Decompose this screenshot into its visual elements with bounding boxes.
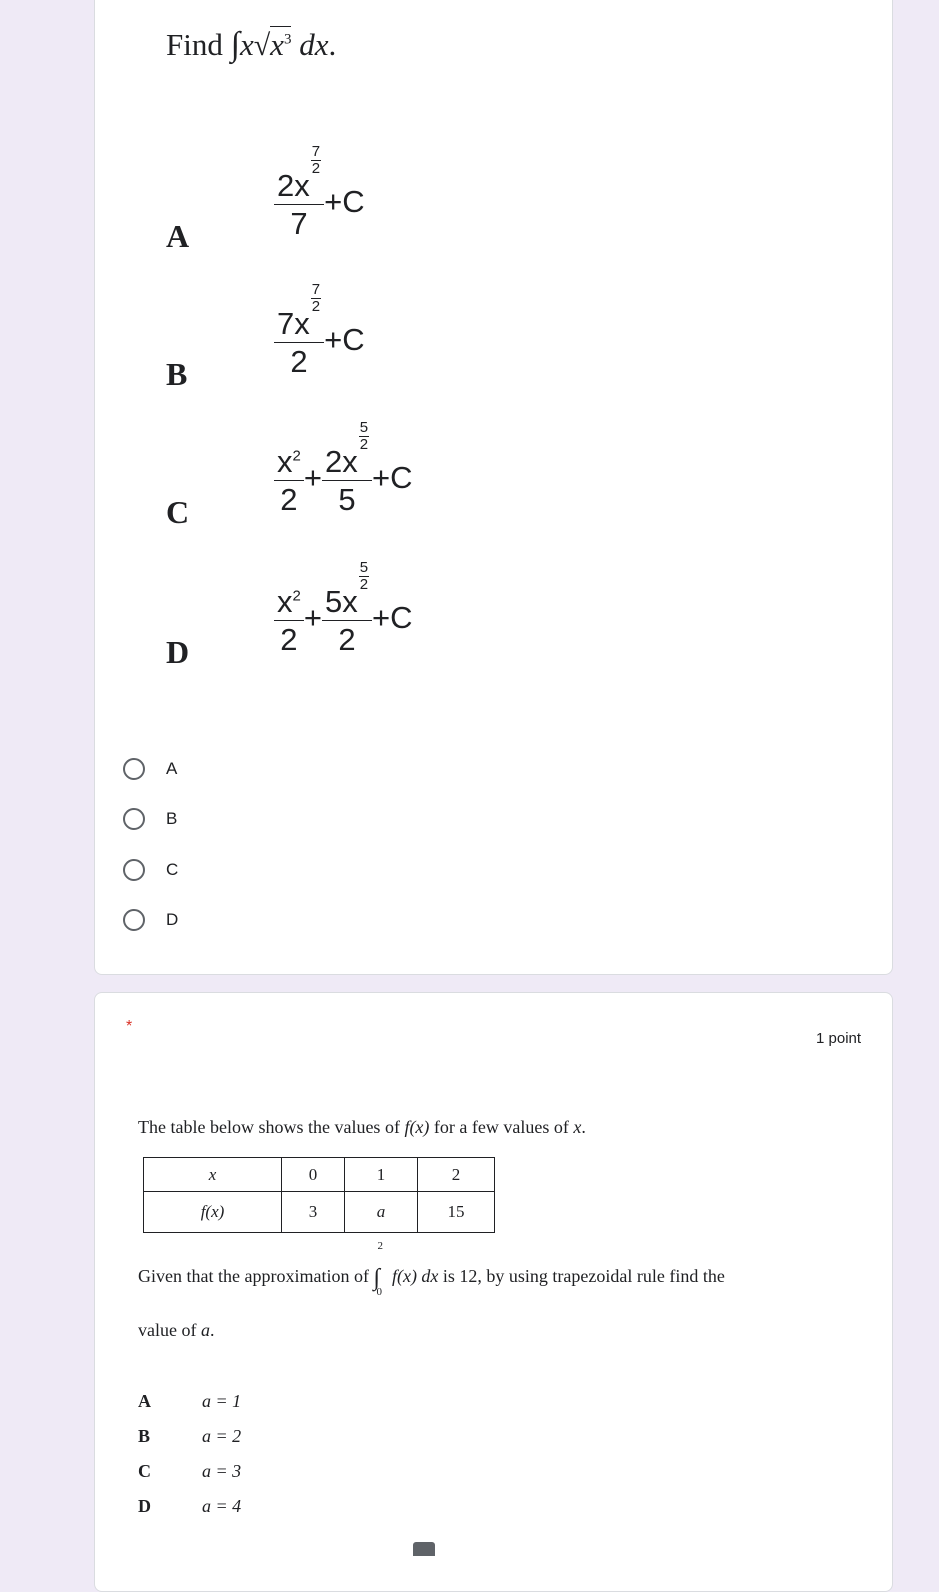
term2-num: 5x <box>324 584 358 619</box>
plus: + <box>303 600 322 636</box>
table-cell: 15 <box>418 1192 495 1233</box>
integral-sign: ∫ <box>373 1265 381 1291</box>
tail: +C <box>324 184 365 220</box>
question-1-prompt <box>166 26 336 64</box>
option-expr: a = 4 <box>202 1496 242 1516</box>
term1-exp: 2 <box>292 447 301 465</box>
intro-fx: f(x) <box>404 1117 430 1137</box>
q2-option-c <box>138 1461 241 1482</box>
root-sign: √ <box>253 29 271 62</box>
table-cell: 0 <box>282 1158 345 1192</box>
radio-label: A <box>166 759 178 778</box>
given-text-2: is 12, by using trapezoidal rule find the <box>442 1266 725 1286</box>
dx: dx <box>299 27 329 62</box>
tail: +C <box>324 322 365 358</box>
q2-option-b <box>138 1426 241 1447</box>
radio-circle[interactable] <box>123 859 145 881</box>
term1-den: 2 <box>280 621 298 657</box>
option-d-letter: D <box>166 634 190 670</box>
table-row <box>144 1192 495 1233</box>
term1-exp: 2 <box>292 587 301 605</box>
intro-text: The table below shows the values of <box>138 1117 400 1137</box>
question-2-given <box>138 1240 725 1298</box>
radio-label: B <box>166 809 178 828</box>
radio-option-d[interactable] <box>123 908 178 932</box>
radio-option-b[interactable] <box>123 807 177 831</box>
points-label: 1 point <box>816 1030 862 1047</box>
coef: 7x <box>277 306 310 341</box>
exp-num: 5 <box>359 419 369 436</box>
intro-text-2: for a few values of <box>433 1117 569 1137</box>
option-b-expression <box>274 281 365 380</box>
table-cell: x <box>144 1158 282 1192</box>
question-2-intro <box>138 1117 586 1138</box>
term1-den: 2 <box>280 481 298 517</box>
table-cell: 2 <box>418 1158 495 1192</box>
required-asterisk: * <box>126 1018 133 1035</box>
option-letter: A <box>138 1391 151 1411</box>
denominator: 7 <box>290 205 308 241</box>
prompt-text: Find <box>166 27 223 62</box>
value-text: value of <box>138 1320 197 1340</box>
option-letter: D <box>138 1496 151 1516</box>
option-expr: a = 3 <box>202 1461 242 1481</box>
integral-body: f(x) dx <box>391 1266 439 1286</box>
tail: +C <box>372 460 413 496</box>
radio-label: C <box>166 860 179 879</box>
term1-num: x <box>277 444 293 479</box>
exp-den: 2 <box>311 297 321 315</box>
table-row <box>144 1158 495 1192</box>
tail: +C <box>372 600 413 636</box>
period: . <box>328 27 337 62</box>
plus: + <box>303 460 322 496</box>
option-a-letter: A <box>166 218 190 254</box>
table-cell: a <box>345 1192 418 1233</box>
radio-circle[interactable] <box>123 909 145 931</box>
q2-option-d <box>138 1496 241 1517</box>
exp-num: 5 <box>359 559 369 576</box>
option-b-letter: B <box>166 356 188 392</box>
option-d-expression <box>274 559 413 658</box>
q2-option-a <box>138 1391 241 1412</box>
exp-den: 2 <box>311 159 321 177</box>
option-a-expression <box>274 143 365 242</box>
table-cell: 3 <box>282 1192 345 1233</box>
values-table <box>143 1157 495 1233</box>
exp-den: 2 <box>359 435 369 453</box>
integral-sign: ∫ <box>230 26 240 63</box>
radio-option-c[interactable] <box>123 858 178 882</box>
radio-label: D <box>166 910 179 929</box>
integrand-x: x <box>239 27 254 62</box>
value-period: . <box>209 1320 215 1340</box>
table-cell: f(x) <box>144 1192 282 1233</box>
coef: 2x <box>277 168 310 203</box>
term1-num: x <box>277 584 293 619</box>
integral-upper-limit: 2 <box>377 1240 383 1252</box>
option-expr: a = 1 <box>202 1391 242 1411</box>
denominator: 2 <box>290 343 308 379</box>
question-2-value-line <box>138 1320 214 1341</box>
root-exponent: 3 <box>283 31 292 48</box>
radio-option-a[interactable] <box>123 757 177 781</box>
value-var: a <box>200 1320 210 1340</box>
radio-circle[interactable] <box>123 758 145 780</box>
option-c-letter: C <box>166 494 190 530</box>
exp-num: 7 <box>311 143 321 160</box>
integral-lower-limit: 0 <box>376 1286 382 1298</box>
exp-den: 2 <box>359 575 369 593</box>
exp-num: 7 <box>311 281 321 298</box>
table-cell: 1 <box>345 1158 418 1192</box>
intro-period: . <box>581 1117 586 1137</box>
option-letter: C <box>138 1461 151 1481</box>
given-text: Given that the approximation of <box>138 1266 369 1286</box>
question-card-1 <box>94 0 893 975</box>
option-letter: B <box>138 1426 151 1446</box>
root-base: x <box>270 27 284 62</box>
term2-num: 2x <box>324 444 358 479</box>
option-c-expression <box>274 419 413 518</box>
intro-x: x <box>573 1117 582 1137</box>
term2-den: 5 <box>338 481 356 517</box>
term2-den: 2 <box>338 621 356 657</box>
option-expr: a = 2 <box>202 1426 242 1446</box>
radio-circle[interactable] <box>123 808 145 830</box>
